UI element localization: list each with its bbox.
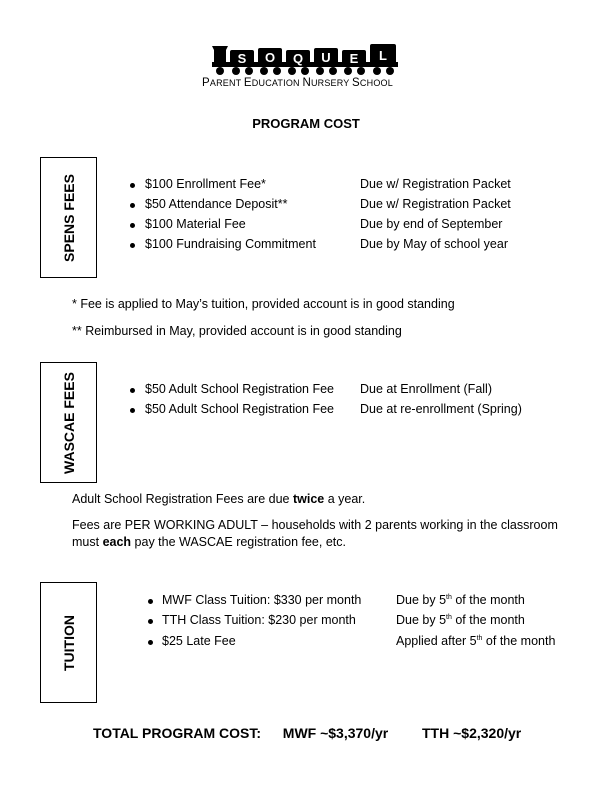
logo-letter: Q <box>292 51 304 66</box>
tuition-box <box>40 582 97 703</box>
tuition-label: TUITION <box>60 614 77 671</box>
total-label: TOTAL PROGRAM COST: <box>93 725 261 741</box>
wascae-note-1: Adult School Registration Fees are due twice a year. <box>72 492 366 506</box>
logo-letter: U <box>321 50 331 65</box>
logo-letter: L <box>379 48 387 63</box>
soquel-train-logo <box>212 42 398 80</box>
wascae-fees-label: WASCAE FEES <box>60 371 77 474</box>
total-tth: TTH ~$2,320/yr <box>422 725 522 741</box>
total-mwf: MWF ~$3,370/yr <box>282 725 389 741</box>
logo-letter: O <box>264 50 276 65</box>
spens-fees-box <box>40 157 97 278</box>
wascae-fees-box <box>40 362 97 483</box>
logo-letter: S <box>237 51 247 66</box>
page-title: PROGRAM COST <box>252 116 360 131</box>
wascae-note-2: Fees are PER WORKING ADULT – households with 2 parents working in the classroom must each pay the WASCAE registration fee, etc. <box>72 518 558 549</box>
logo-subtitle: PARENT EDUCATION NURSERY SCHOOL <box>202 77 393 89</box>
logo-letter: E <box>349 51 359 66</box>
spens-fees-label: SPENS FEES <box>60 173 77 262</box>
total-program-cost <box>93 725 521 741</box>
spens-note-1: * Fee is applied to May’s tuition, provided account is in good standing <box>72 297 455 311</box>
spens-note-2: ** Reimbursed in May, provided account is in good standing <box>72 324 402 338</box>
